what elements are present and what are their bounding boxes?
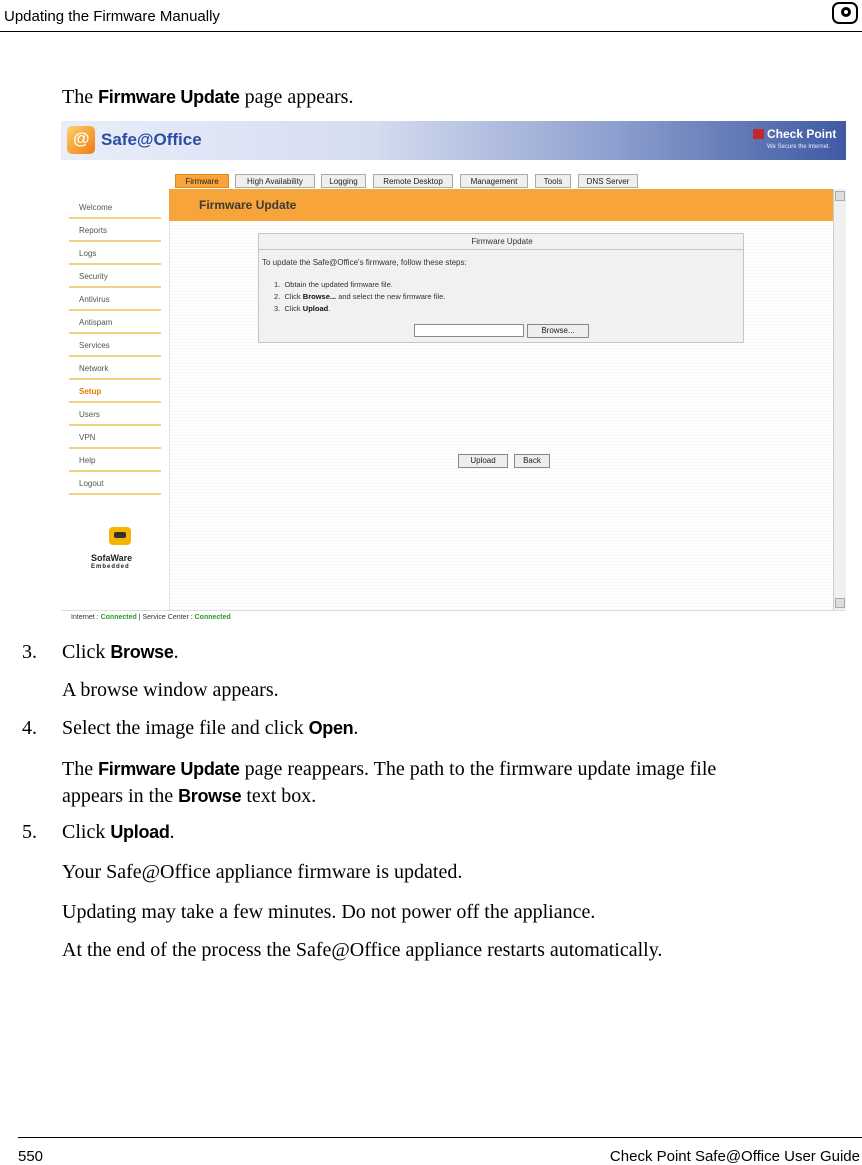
app-version: 9.0	[631, 135, 645, 146]
vendor-logo: Check Point	[753, 127, 836, 141]
header-title: Updating the Firmware Manually	[4, 8, 220, 25]
vendor-tagline: We Secure the Internet.	[767, 144, 831, 150]
scroll-up-icon[interactable]	[835, 191, 845, 201]
tab-management[interactable]: Management	[460, 174, 528, 188]
step-note: At the end of the process the Safe@Office appliance restarts automatically.	[62, 939, 663, 961]
app-banner	[61, 121, 846, 160]
step-note: The Firmware Update page reappears. The path to the firmware update image file	[62, 758, 717, 780]
step-number: 5.	[22, 821, 37, 843]
sidebar-item-setup[interactable]: Setup	[69, 380, 161, 403]
sidebar-item-security[interactable]: Security	[69, 265, 161, 288]
step-note: A browse window appears.	[62, 679, 279, 701]
sidebar-item-antivirus[interactable]: Antivirus	[69, 288, 161, 311]
footer-title: Check Point Safe@Office User Guide	[609, 1148, 860, 1165]
camera-icon	[832, 2, 858, 24]
page-header	[0, 0, 862, 32]
sidebar-item-vpn[interactable]: VPN	[69, 426, 161, 449]
tab-high-availability[interactable]: High Availability	[235, 174, 315, 188]
box-step: 2. Click Browse... and select the new firmware file.	[274, 292, 446, 301]
box-step: 1. Obtain the updated firmware file.	[274, 280, 393, 289]
firmware-update-box	[258, 233, 744, 343]
safe-office-logo-icon	[67, 126, 95, 154]
tab-logging[interactable]: Logging	[321, 174, 366, 188]
page-title: Firmware Update	[199, 198, 297, 212]
sidebar-item-network[interactable]: Network	[69, 357, 161, 380]
step-note: Updating may take a few minutes. Do not power off the appliance.	[62, 901, 596, 923]
firmware-file-input[interactable]	[414, 324, 524, 337]
page-title-bar	[169, 189, 833, 221]
step-note: Your Safe@Office appliance firmware is updated.	[62, 861, 463, 883]
firmware-update-screenshot	[61, 121, 846, 625]
sidebar-item-reports[interactable]: Reports	[69, 219, 161, 242]
sidebar-item-logs[interactable]: Logs	[69, 242, 161, 265]
service-center-status: Connected	[194, 614, 231, 621]
back-button[interactable]: Back	[514, 454, 550, 468]
page-footer	[18, 1137, 862, 1165]
box-step: 3. Click Upload.	[274, 304, 331, 313]
box-title: Firmware Update	[471, 237, 533, 246]
status-bar: Internet : Connected | Service Center : Connected	[61, 610, 846, 625]
internet-status: Connected	[100, 614, 137, 621]
sidebar-nav	[69, 196, 161, 495]
step-text: Select the image file and click Open.	[62, 717, 359, 739]
sidebar-item-users[interactable]: Users	[69, 403, 161, 426]
brand-name: SofaWare	[91, 553, 133, 563]
intro-paragraph: The Firmware Update page appears.	[62, 86, 354, 108]
step-text: Click Upload.	[62, 821, 175, 843]
app-name: Safe@Office	[101, 130, 202, 149]
check-point-icon	[753, 129, 764, 139]
tab-tools[interactable]: Tools	[535, 174, 571, 188]
sidebar-item-services[interactable]: Services	[69, 334, 161, 357]
box-intro: To update the Safe@Office's firmware, follow these steps:	[262, 258, 467, 267]
step-text: Click Browse.	[62, 641, 179, 663]
scrollbar[interactable]	[833, 189, 846, 610]
scroll-down-icon[interactable]	[835, 598, 845, 608]
upload-button[interactable]: Upload	[458, 454, 508, 468]
sidebar-item-logout[interactable]: Logout	[69, 472, 161, 495]
tab-dns-server[interactable]: DNS Server	[578, 174, 638, 188]
step-number: 4.	[22, 717, 37, 739]
browse-button[interactable]: Browse...	[527, 324, 589, 338]
sidebar-item-antispam[interactable]: Antispam	[69, 311, 161, 334]
page-number: 550	[18, 1148, 44, 1165]
sidebar-item-help[interactable]: Help	[69, 449, 161, 472]
tab-firmware[interactable]: Firmware	[175, 174, 229, 188]
step-number: 3.	[22, 641, 37, 663]
step-note: appears in the Browse text box.	[62, 785, 317, 807]
tab-remote-desktop[interactable]: Remote Desktop	[373, 174, 453, 188]
sidebar-item-welcome[interactable]: Welcome	[69, 196, 161, 219]
brand-subtitle: Embedded	[91, 564, 130, 570]
